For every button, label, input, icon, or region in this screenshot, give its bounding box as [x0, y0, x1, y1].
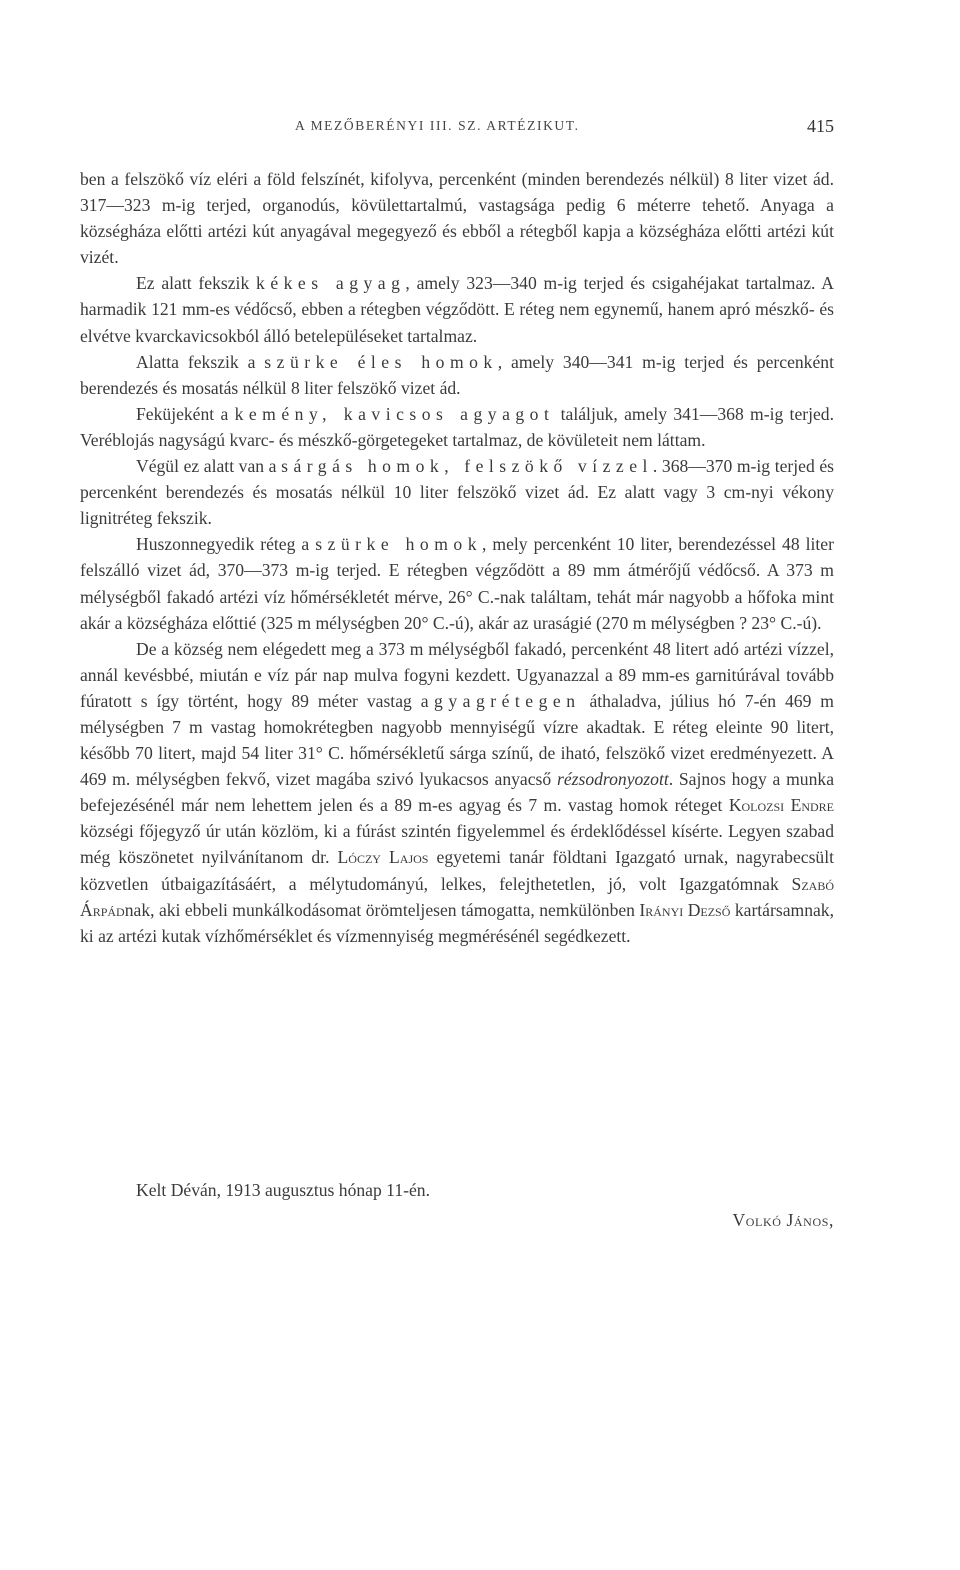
paragraph-2-text-b: , amely 323—340 m-ig terjed és csigahéjakat tartalmaz. A harmadik 121 mm-es védőcső, ebben a rétegben végződött. E réteg nem egynemű, hanem apró mészkő- és elvétve kvarckavicsokból álló betelepüléseket tartalmaz. [80, 273, 834, 346]
person-name-szabo-arpad: Szabó Árpád [80, 873, 834, 920]
paragraph-5-text-b: . 368—370 m-ig terjed és percenként berendezés és mosatás nélkül 10 liter felszökő vizet ád. Ez alatt vagy 3 cm-nyi vékony lignitréteg fekszik. [80, 456, 834, 529]
person-name-kolozsi-endre: Kolozsi Endre [728, 795, 834, 816]
paragraph-7-text-e: egyetemi tanár földtani Igazgató urnak, nagyrabecsült közvetlen útbaigazításáért, a mélytudományú, lelkes, felejthetetlen, jó, volt Igazgatómnak [80, 847, 835, 894]
paragraph-7-text-f: nak, aki ebbeli munkálkodásomat örömteljesen támogatta, nemkülönben [124, 899, 640, 920]
body-text [80, 166, 834, 949]
paragraph-7-text-g: kartársamnak, ki az artézi kutak vízhőmérséklet és vízmennyiség megmérésénél segédkezett. [80, 899, 834, 946]
paragraph-5 [80, 453, 834, 531]
spaced-term-szurke-homok: szürke homok [315, 534, 483, 555]
page-header [80, 116, 834, 144]
paragraph-3-text-b: , amely 340—341 m-ig terjed és percenként berendezés és mosatás nélkül 8 liter felszökő vizet ád. [80, 351, 834, 398]
spaced-term-agyagreteg: agyagrétegen [420, 690, 581, 711]
page-number: 415 [807, 116, 834, 136]
running-title: A MEZŐBERÉNYI III. SZ. ARTÉZIKUT. [295, 118, 580, 133]
italic-term-rezsodronyozott: rézsodronyozott [556, 769, 669, 790]
paragraph-7-text-b: áthaladva, július hó 7-én 469 m mélységben 7 m vastag homokrétegben nagyobb mennyiségű vízre akadtak. E réteg eleinte 90 litert, később 70 litert, majd 54 liter 31° C. hőmérsékletű sárga színű, de iható, felszökő vizet eredményezett. A 469 m. mélységben fekvő, vizet magába szivó lyukacsos anyacső [80, 690, 834, 790]
paragraph-7 [80, 636, 834, 949]
paragraph-7-text-a: De a község nem elégedett meg a 373 m mélységből fakadó, percenként 48 litert adó artézi vízzel, annál kevésbbé, miután e víz pár nap mulva fogyni kezdett. Ugyanazzal a 89 mm-es garnitúrával tovább fúratott s így történt, hogy 89 méter vastag [80, 638, 834, 711]
paragraph-5-text-a: Végül ez alatt van a [136, 456, 282, 477]
paragraph-1-text: ben a felszökő víz eléri a föld felszínét, kifolyva, percenként (minden berendezés nélkül) 8 liter vizet ád. 317—323 m-ig terjed, organodús, kövülettartalmú, vastagsága pedig 6 méterre tehető. Anyaga a községháza előtti artézi kút anyagával megegyező és ebből a rétegből kapja a községháza előtti artézi kút vizét. [80, 169, 834, 268]
paragraph-7-text-d: községi főjegyző úr után közlöm, ki a fúrást szintén figyelemmel és érdeklődéssel kísérte. Legyen szabad még köszönetet nyilvánítanom dr. [80, 821, 834, 868]
paragraph-4-text-b: találjuk, amely 341—368 m-ig terjed. Veréblojás nagyságú kvarc- és mészkő-görgetegeket tartalmaz, de kövületeit nem láttam. [80, 403, 835, 450]
paragraph-4 [80, 401, 834, 453]
paragraph-3-text-a: Alatta fekszik a [136, 351, 265, 372]
paragraph-6-text-a: Huszonnegyedik réteg a [136, 534, 316, 555]
spaced-term-kemeny-kavicsos-agyag: kemény, kavicsos agyagot [234, 403, 555, 424]
person-name-iranyi-dezso: Irányi Dezső [639, 899, 731, 920]
paragraph-6-text-b: , mely percenként 10 liter, berendezéssel 48 liter felszálló vizet ád, 370—373 m-ig terjed. E rétegben végződött a 89 mm átmérőjű védőcső. A 373 m mélységből fakadó artézi víz hőmérsékletét mérve, 26° C.-nak találtam, tehát már nagyobb a hőfoka mint akár a községháza előttié (325 m mélységben 20° C.-ú), akár az uraságié (270 m mélységben ? 23° C.-ú). [80, 534, 834, 633]
paragraph-4-text-a: Feküjeként a [136, 403, 235, 424]
spaced-term-sargas-homok: sárgás homok, felszökő vízzel [281, 456, 653, 477]
person-name-loczy-lajos: Lóczy Lajos [337, 847, 429, 868]
paragraph-7-text-c: . Sajnos hogy a munka befejezésénél már nem lehettem jelen és a 89 m-es agyag és 7 m. vastag homok réteget [80, 769, 835, 816]
author-signature: Volkó János, [732, 1210, 834, 1230]
date-line: Kelt Déván, 1913 augusztus hónap 11-én. [136, 1180, 430, 1200]
spaced-term-kekes-agyag: kékes agyag [256, 273, 406, 294]
paragraph-1 [80, 166, 834, 270]
spaced-term-szurke-eles-homok: szürke éles homok [264, 351, 498, 372]
paragraph-6 [80, 531, 834, 635]
paragraph-3 [80, 349, 834, 401]
paragraph-2-text-a: Ez alatt fekszik [136, 273, 257, 294]
paragraph-2 [80, 270, 834, 348]
